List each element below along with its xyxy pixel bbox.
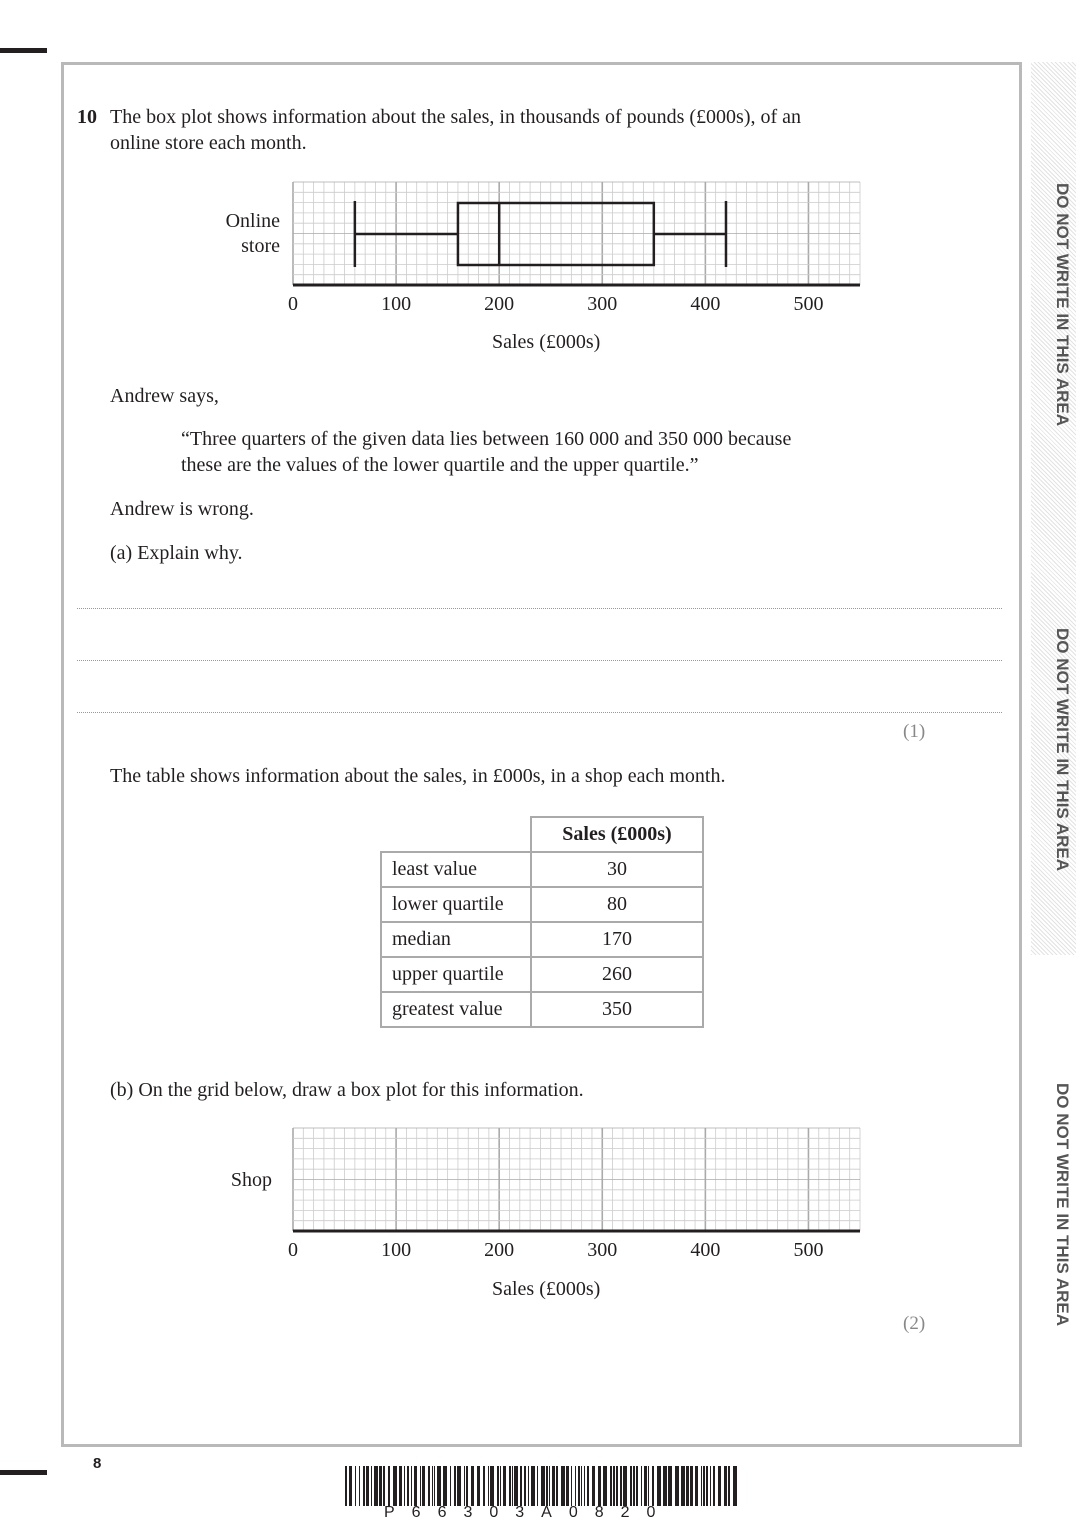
barcode-bar [434, 1466, 435, 1506]
barcode-bar [477, 1466, 480, 1506]
answer-line[interactable] [77, 712, 1002, 713]
barcode-bar [648, 1466, 649, 1506]
barcode [345, 1466, 737, 1506]
andrew-wrong: Andrew is wrong. [110, 498, 254, 520]
barcode-bar [571, 1466, 572, 1506]
barcode-bar [641, 1466, 642, 1506]
barcode-bar [428, 1466, 430, 1506]
barcode-bar [718, 1466, 721, 1506]
x-tick-label: 200 [484, 293, 515, 315]
x-tick-label: 200 [484, 1239, 515, 1261]
x-tick-label: 500 [793, 293, 824, 315]
table-row [381, 922, 703, 957]
barcode-bar [657, 1466, 661, 1506]
barcode-bar [520, 1466, 522, 1506]
plot2-label: Shop [230, 1169, 272, 1191]
plot2-x-label: Sales (£000s) [492, 1278, 601, 1300]
barcode-bar [706, 1466, 708, 1506]
barcode-bar [393, 1466, 397, 1506]
barcode-bar [581, 1466, 582, 1506]
side-notice: DO NOT WRITE IN THIS AREA [1053, 628, 1072, 872]
barcode-bar [414, 1466, 417, 1506]
barcode-bar [464, 1466, 465, 1506]
row-value: 80 [531, 887, 703, 922]
barcode-bar [383, 1466, 385, 1506]
intro-line-1: The box plot shows information about the sales, in thousands of pounds (£000s), of an [110, 106, 802, 128]
barcode-bar [466, 1466, 468, 1506]
barcode-bar [512, 1466, 513, 1506]
barcode-bar [345, 1466, 347, 1506]
barcode-bar [366, 1466, 369, 1506]
barcode-bar [500, 1466, 501, 1506]
barcode-bar [686, 1466, 689, 1506]
barcode-bar [374, 1466, 378, 1506]
x-tick-label: 0 [288, 293, 298, 315]
barcode-bar [437, 1466, 441, 1506]
plot1-x-label: Sales (£000s) [492, 331, 601, 353]
barcode-bar [713, 1466, 715, 1506]
barcode-bar [681, 1466, 685, 1506]
barcode-bar [556, 1466, 558, 1506]
barcode-bar [404, 1466, 405, 1506]
barcode-bar [675, 1466, 679, 1506]
barcode-bar [728, 1466, 730, 1506]
barcode-bar [432, 1466, 433, 1506]
barcode-bar [592, 1466, 595, 1506]
barcode-bar [541, 1466, 545, 1506]
x-tick-label: 500 [793, 1239, 824, 1261]
barcode-bar [561, 1466, 565, 1506]
barcode-bar [578, 1466, 580, 1506]
barcode-bar [724, 1466, 727, 1506]
x-tick-label: 300 [587, 1239, 618, 1261]
table-intro: The table shows information about the sales, in £000s, in a shop each month. [110, 765, 726, 787]
part-b-prompt: (b) On the grid below, draw a box plot for this information. [110, 1079, 584, 1101]
registration-mark-top [0, 48, 47, 53]
row-label: least value [381, 852, 531, 887]
barcode-bar [514, 1466, 518, 1506]
plot1-label [200, 209, 280, 259]
barcode-bar [636, 1466, 638, 1506]
barcode-bar [620, 1466, 622, 1506]
barcode-bar [471, 1466, 474, 1506]
barcode-bar [524, 1466, 526, 1506]
side-notice: DO NOT WRITE IN THIS AREA [1053, 1083, 1072, 1327]
barcode-bar [537, 1466, 538, 1506]
question-number: 10 [77, 106, 97, 128]
barcode-bar [610, 1466, 612, 1506]
intro-line-2: online store each month. [110, 132, 307, 154]
row-label: lower quartile [381, 887, 531, 922]
barcode-bar [488, 1466, 489, 1506]
barcode-bar [363, 1466, 365, 1506]
row-label: upper quartile [381, 957, 531, 992]
marks-a: (1) [903, 721, 926, 742]
side-notice: DO NOT WRITE IN THIS AREA [1053, 183, 1072, 427]
barcode-bar [443, 1466, 447, 1506]
barcode-number: P66303A0820 [384, 1504, 673, 1521]
barcode-bar [450, 1466, 451, 1506]
table-row [381, 852, 703, 887]
andrew-says: Andrew says, [110, 385, 219, 407]
sales-table [380, 816, 704, 1028]
barcode-bar [710, 1466, 711, 1506]
barcode-bar [422, 1466, 425, 1506]
shop-box-plot-grid[interactable] [280, 1116, 880, 1266]
barcode-bar [503, 1466, 506, 1506]
barcode-bar [652, 1466, 654, 1506]
barcode-bar [616, 1466, 618, 1506]
row-value: 30 [531, 852, 703, 887]
answer-line[interactable] [77, 660, 1002, 661]
barcode-bar [690, 1466, 693, 1506]
barcode-bar [355, 1466, 356, 1506]
x-tick-label: 0 [288, 1239, 298, 1261]
barcode-bar [668, 1466, 672, 1506]
barcode-bar [575, 1466, 576, 1506]
marks-b: (2) [903, 1313, 926, 1334]
x-tick-label: 100 [381, 1239, 412, 1261]
row-label: median [381, 922, 531, 957]
quote-line-1: “Three quarters of the given data lies between 160 000 and 350 000 because [181, 428, 792, 450]
barcode-bar [644, 1466, 647, 1506]
barcode-bar [630, 1466, 632, 1506]
row-value: 350 [531, 992, 703, 1027]
table-header: Sales (£000s) [531, 817, 703, 852]
barcode-bar [528, 1466, 529, 1506]
barcode-bar [598, 1466, 601, 1506]
part-a-prompt: (a) Explain why. [110, 542, 243, 564]
barcode-bar [371, 1466, 372, 1506]
barcode-bar [497, 1466, 499, 1506]
x-tick-label: 100 [381, 293, 412, 315]
barcode-bar [454, 1466, 456, 1506]
barcode-bar [407, 1466, 409, 1506]
barcode-bar [490, 1466, 494, 1506]
barcode-bar [420, 1466, 421, 1506]
barcode-bar [695, 1466, 698, 1506]
table-row [381, 887, 703, 922]
barcode-bar [633, 1466, 635, 1506]
barcode-bar [388, 1466, 390, 1506]
answer-line[interactable] [77, 608, 1002, 609]
x-tick-label: 400 [690, 293, 721, 315]
barcode-bar [379, 1466, 382, 1506]
interquartile-box [458, 203, 654, 265]
barcode-bar [703, 1466, 705, 1506]
barcode-bar [531, 1466, 535, 1506]
barcode-bar [411, 1466, 412, 1506]
barcode-bar [584, 1466, 585, 1506]
x-tick-label: 400 [690, 1239, 721, 1261]
quote-line-2: these are the values of the lower quartile and the upper quartile.” [181, 454, 699, 476]
barcode-bar [587, 1466, 589, 1506]
registration-mark-bottom [0, 1470, 47, 1475]
barcode-bar [701, 1466, 702, 1506]
barcode-bar [623, 1466, 627, 1506]
page-number: 8 [93, 1455, 102, 1472]
barcode-bar [399, 1466, 402, 1506]
table-row [381, 957, 703, 992]
row-value: 260 [531, 957, 703, 992]
barcode-bar [613, 1466, 615, 1506]
barcode-bar [552, 1466, 555, 1506]
barcode-bar [457, 1466, 461, 1506]
barcode-bar [733, 1466, 737, 1506]
online-store-box-plot [280, 170, 880, 320]
barcode-bar [546, 1466, 548, 1506]
x-tick-label: 300 [587, 293, 618, 315]
barcode-bar [549, 1466, 550, 1506]
barcode-bar [483, 1466, 485, 1506]
barcode-bar [359, 1466, 360, 1506]
barcode-bar [603, 1466, 607, 1506]
barcode-bar [566, 1466, 569, 1506]
row-label: greatest value [381, 992, 531, 1027]
plot1-label-line: store [241, 235, 280, 257]
plot1-label-line: Online [225, 210, 280, 232]
table-row [381, 992, 703, 1027]
barcode-bar [663, 1466, 667, 1506]
barcode-bar [509, 1466, 511, 1506]
barcode-bar [349, 1466, 352, 1506]
row-value: 170 [531, 922, 703, 957]
